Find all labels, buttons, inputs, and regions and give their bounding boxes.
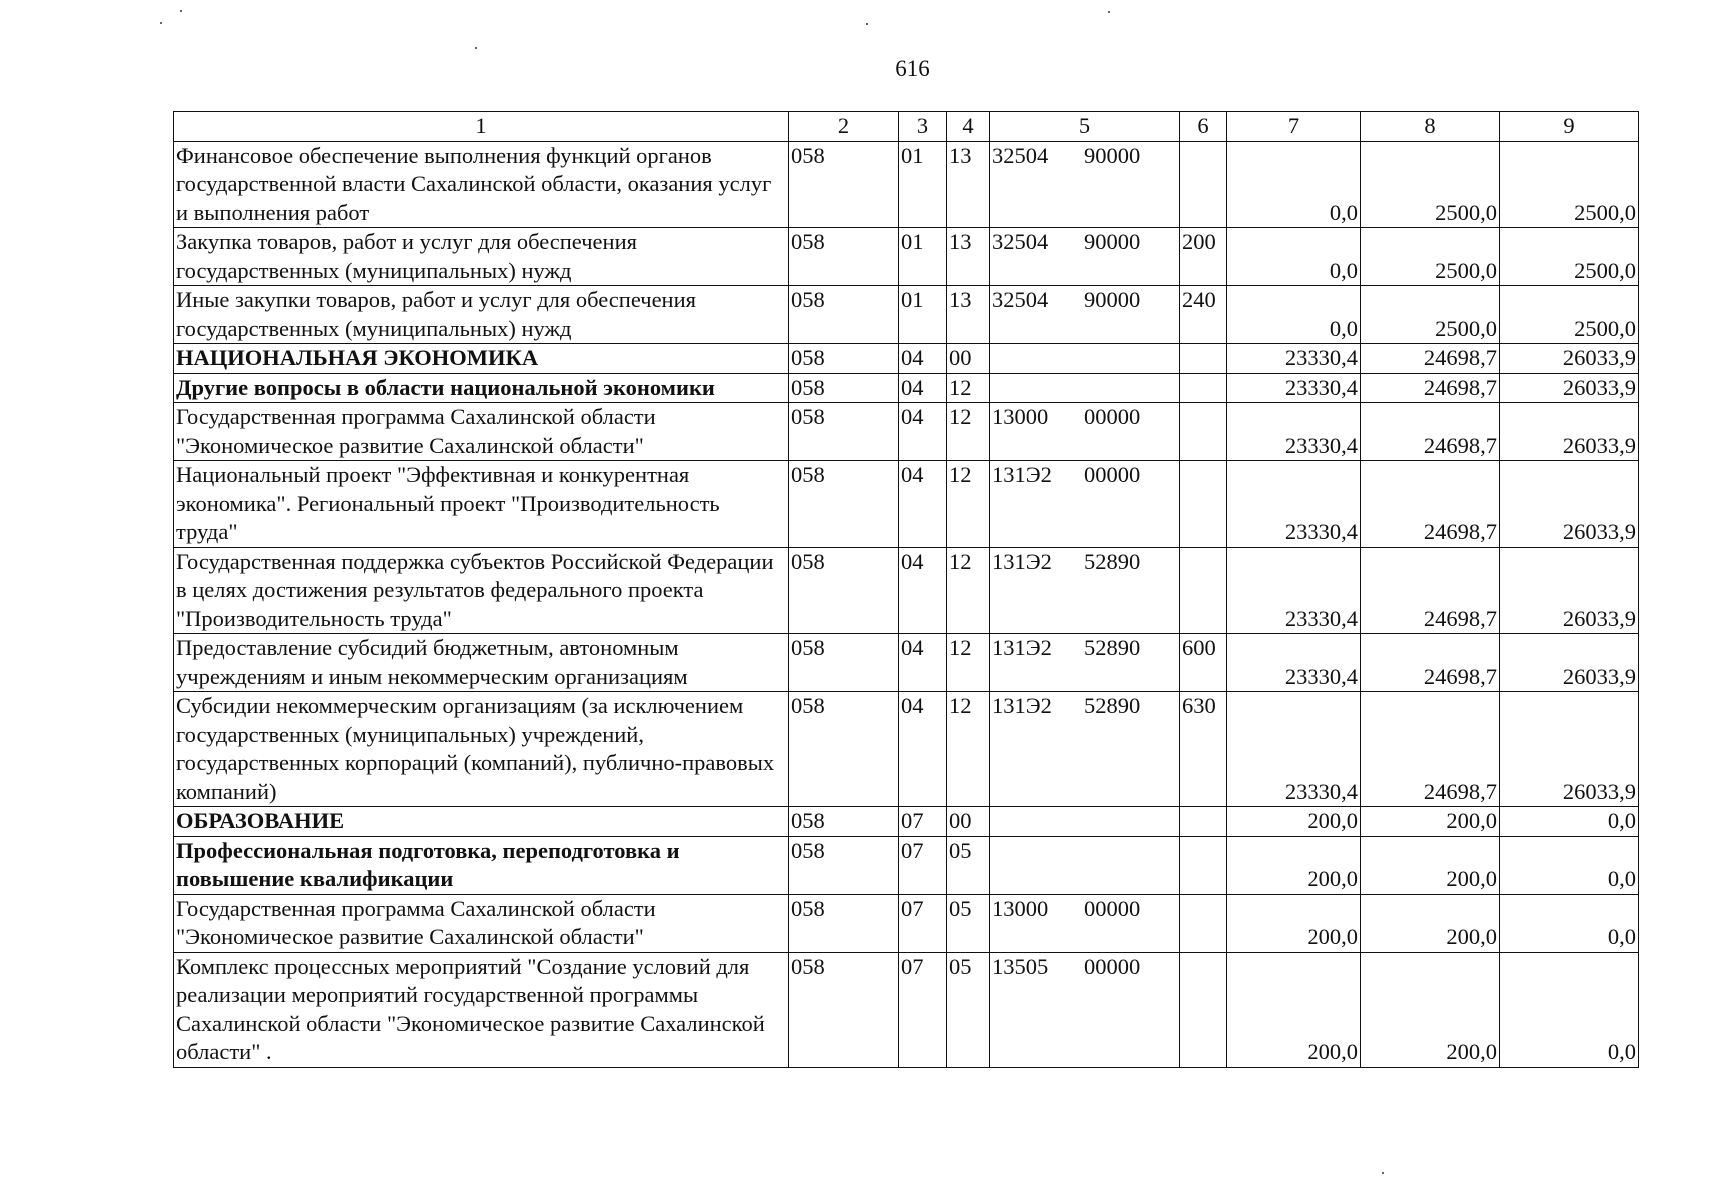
row-name: Государственная поддержка субъектов Российской Федерации в целях достижения результатов федерального проекта "Производительность труда" — [174, 547, 789, 634]
cell-amount-7: 200,0 — [1227, 952, 1361, 1067]
cell-amount-8: 24698,7 — [1361, 692, 1500, 807]
cell-amount-9: 2500,0 — [1500, 141, 1639, 228]
cell-pr: 12 — [947, 547, 990, 634]
cell-gr: 058 — [789, 894, 899, 952]
table-row — [174, 373, 1639, 403]
cell-cs — [990, 692, 1180, 807]
cell-vr — [1180, 807, 1227, 837]
cs-direction-code: 90000 — [1084, 287, 1141, 312]
cs-program-code: 32504 — [992, 142, 1049, 168]
cell-amount-8: 2500,0 — [1361, 286, 1500, 344]
cell-vr — [1180, 836, 1227, 894]
table-row — [174, 403, 1639, 461]
cell-rz: 07 — [899, 807, 947, 837]
header-cell: 7 — [1227, 112, 1361, 142]
scan-speck — [866, 23, 868, 25]
cell-pr: 05 — [947, 952, 990, 1067]
cell-amount-7: 23330,4 — [1227, 373, 1361, 403]
cell-rz: 07 — [899, 952, 947, 1067]
cell-gr: 058 — [789, 807, 899, 837]
scan-speck — [475, 47, 477, 49]
cell-amount-9: 26033,9 — [1500, 344, 1639, 374]
scan-speck — [1108, 11, 1110, 13]
cell-cs — [990, 836, 1180, 894]
row-name: Иные закупки товаров, работ и услуг для обеспечения государственных (муниципальных) нужд — [174, 286, 789, 344]
cell-gr: 058 — [789, 692, 899, 807]
cs-program-code: 131Э2 — [992, 693, 1052, 718]
table-row — [174, 836, 1639, 894]
row-name: Государственная программа Сахалинской области "Экономическое развитие Сахалинской области" — [174, 403, 789, 461]
cell-pr: 12 — [947, 373, 990, 403]
cell-pr: 05 — [947, 836, 990, 894]
cell-vr — [1180, 344, 1227, 374]
cs-direction-code: 52890 — [1084, 635, 1141, 660]
cell-pr: 12 — [947, 403, 990, 461]
row-name: Государственная программа Сахалинской области "Экономическое развитие Сахалинской области" — [174, 894, 789, 952]
cell-vr — [1180, 403, 1227, 461]
cell-amount-7: 200,0 — [1227, 836, 1361, 894]
cell-amount-7: 0,0 — [1227, 286, 1361, 344]
budget-table — [173, 111, 1639, 1068]
cell-cs — [990, 461, 1180, 548]
cell-vr: 600 — [1180, 634, 1227, 692]
cell-cs — [990, 228, 1180, 286]
table-row — [174, 692, 1639, 807]
table-row — [174, 344, 1639, 374]
header-cell: 9 — [1500, 112, 1639, 142]
cell-cs — [990, 547, 1180, 634]
cell-pr: 00 — [947, 807, 990, 837]
cell-pr: 12 — [947, 692, 990, 807]
table-row — [174, 228, 1639, 286]
table-row — [174, 894, 1639, 952]
cell-amount-8: 24698,7 — [1361, 547, 1500, 634]
cell-amount-9: 26033,9 — [1500, 547, 1639, 634]
header-cell: 8 — [1361, 112, 1500, 142]
cell-amount-9: 26033,9 — [1500, 634, 1639, 692]
table-row — [174, 286, 1639, 344]
header-cell: 5 — [990, 112, 1180, 142]
row-name: Профессиональная подготовка, переподготовка и повышение квалификации — [174, 836, 789, 894]
cs-program-code: 131Э2 — [992, 462, 1052, 487]
cell-amount-7: 23330,4 — [1227, 461, 1361, 548]
cell-rz: 04 — [899, 344, 947, 374]
cell-gr: 058 — [789, 373, 899, 403]
cell-amount-7: 200,0 — [1227, 807, 1361, 837]
cell-amount-9: 0,0 — [1500, 894, 1639, 952]
cell-rz: 04 — [899, 461, 947, 548]
table-row — [174, 952, 1639, 1067]
row-name: Предоставление субсидий бюджетным, автономным учреждениям и иным некоммерческим организациям — [174, 634, 789, 692]
cell-amount-7: 23330,4 — [1227, 692, 1361, 807]
cs-program-code: 13505 — [992, 953, 1049, 979]
table-row — [174, 807, 1639, 837]
table-row — [174, 547, 1639, 634]
cell-amount-7: 23330,4 — [1227, 403, 1361, 461]
cs-program-code: 13000 — [992, 895, 1049, 921]
cs-program-code: 131Э2 — [992, 548, 1052, 574]
cs-program-code: 131Э2 — [992, 635, 1052, 660]
cell-rz: 07 — [899, 836, 947, 894]
cell-amount-8: 24698,7 — [1361, 461, 1500, 548]
cs-program-code: 32504 — [992, 287, 1049, 312]
cell-amount-8: 2500,0 — [1361, 141, 1500, 228]
cell-vr — [1180, 952, 1227, 1067]
cell-cs — [990, 373, 1180, 403]
cell-vr — [1180, 547, 1227, 634]
cell-vr: 200 — [1180, 228, 1227, 286]
cell-amount-9: 26033,9 — [1500, 692, 1639, 807]
cell-vr: 240 — [1180, 286, 1227, 344]
header-row — [174, 112, 1639, 142]
cell-gr: 058 — [789, 344, 899, 374]
row-name: ОБРАЗОВАНИЕ — [174, 807, 789, 837]
page-number: 616 — [895, 56, 930, 81]
row-name: Закупка товаров, работ и услуг для обеспечения государственных (муниципальных) нужд — [174, 228, 789, 286]
cs-program-code: 32504 — [992, 229, 1049, 254]
cell-amount-8: 200,0 — [1361, 807, 1500, 837]
cell-gr: 058 — [789, 286, 899, 344]
cell-amount-9: 0,0 — [1500, 952, 1639, 1067]
cs-direction-code: 00000 — [1084, 953, 1141, 979]
cell-cs — [990, 807, 1180, 837]
row-name: Национальный проект "Эффективная и конкурентная экономика". Региональный проект "Производительность труда" — [174, 461, 789, 548]
cell-gr: 058 — [789, 547, 899, 634]
cs-direction-code: 00000 — [1084, 895, 1141, 921]
cell-amount-9: 2500,0 — [1500, 228, 1639, 286]
row-name: Комплекс процессных мероприятий "Создание условий для реализации мероприятий государственной программы Сахалинской области "Экономическое развитие Сахалинской области" . — [174, 952, 789, 1067]
cell-amount-8: 24698,7 — [1361, 403, 1500, 461]
row-name: Субсидии некоммерческим организациям (за исключением государственных (муниципальных) учреждений, государственных корпораций (компаний), публично-правовых компаний) — [174, 692, 789, 807]
cell-gr: 058 — [789, 228, 899, 286]
cell-cs — [990, 286, 1180, 344]
cs-direction-code: 52890 — [1084, 548, 1141, 574]
table-row — [174, 634, 1639, 692]
header-cell: 2 — [789, 112, 899, 142]
cell-rz: 04 — [899, 692, 947, 807]
cell-vr — [1180, 141, 1227, 228]
cell-cs — [990, 634, 1180, 692]
cell-amount-8: 200,0 — [1361, 952, 1500, 1067]
cell-amount-8: 200,0 — [1361, 836, 1500, 894]
cell-rz: 01 — [899, 141, 947, 228]
table-row — [174, 461, 1639, 548]
header-cell: 4 — [947, 112, 990, 142]
cell-gr: 058 — [789, 634, 899, 692]
scan-speck — [1382, 1172, 1384, 1174]
cell-pr: 13 — [947, 141, 990, 228]
cell-gr: 058 — [789, 461, 899, 548]
cs-direction-code: 52890 — [1084, 693, 1141, 718]
cs-direction-code: 00000 — [1084, 462, 1141, 487]
cell-amount-8: 24698,7 — [1361, 373, 1500, 403]
cs-direction-code: 00000 — [1084, 404, 1141, 429]
cell-rz: 01 — [899, 228, 947, 286]
cell-amount-7: 200,0 — [1227, 894, 1361, 952]
cell-amount-8: 24698,7 — [1361, 344, 1500, 374]
cell-pr: 13 — [947, 228, 990, 286]
cell-cs — [990, 403, 1180, 461]
cell-amount-7: 23330,4 — [1227, 547, 1361, 634]
cell-amount-9: 2500,0 — [1500, 286, 1639, 344]
cell-amount-9: 0,0 — [1500, 807, 1639, 837]
cell-vr — [1180, 461, 1227, 548]
cell-amount-9: 0,0 — [1500, 836, 1639, 894]
cell-vr: 630 — [1180, 692, 1227, 807]
cs-direction-code: 90000 — [1084, 229, 1141, 254]
cell-gr: 058 — [789, 836, 899, 894]
cell-cs — [990, 952, 1180, 1067]
cell-gr: 058 — [789, 141, 899, 228]
header-cell: 6 — [1180, 112, 1227, 142]
cell-vr — [1180, 894, 1227, 952]
cell-amount-9: 26033,9 — [1500, 403, 1639, 461]
cell-amount-7: 0,0 — [1227, 141, 1361, 228]
cell-vr — [1180, 373, 1227, 403]
cell-rz: 04 — [899, 403, 947, 461]
cell-amount-9: 26033,9 — [1500, 373, 1639, 403]
cell-pr: 00 — [947, 344, 990, 374]
table-row — [174, 141, 1639, 228]
cs-direction-code: 90000 — [1084, 142, 1141, 168]
cell-pr: 05 — [947, 894, 990, 952]
cs-program-code: 13000 — [992, 404, 1049, 429]
cell-pr: 13 — [947, 286, 990, 344]
header-cell: 3 — [899, 112, 947, 142]
cell-amount-8: 2500,0 — [1361, 228, 1500, 286]
cell-cs — [990, 344, 1180, 374]
cell-amount-7: 23330,4 — [1227, 344, 1361, 374]
cell-pr: 12 — [947, 461, 990, 548]
row-name: Финансовое обеспечение выполнения функций органов государственной власти Сахалинской области, оказания услуг и выполнения работ — [174, 141, 789, 228]
cell-rz: 01 — [899, 286, 947, 344]
cell-amount-7: 23330,4 — [1227, 634, 1361, 692]
cell-rz: 04 — [899, 634, 947, 692]
cell-gr: 058 — [789, 952, 899, 1067]
cell-rz: 04 — [899, 373, 947, 403]
scan-speck — [160, 22, 162, 24]
cell-rz: 07 — [899, 894, 947, 952]
cell-amount-8: 24698,7 — [1361, 634, 1500, 692]
row-name: НАЦИОНАЛЬНАЯ ЭКОНОМИКА — [174, 344, 789, 374]
cell-gr: 058 — [789, 403, 899, 461]
header-cell: 1 — [174, 112, 789, 142]
cell-amount-7: 0,0 — [1227, 228, 1361, 286]
cell-amount-9: 26033,9 — [1500, 461, 1639, 548]
cell-cs — [990, 141, 1180, 228]
cell-amount-8: 200,0 — [1361, 894, 1500, 952]
cell-pr: 12 — [947, 634, 990, 692]
scan-speck — [180, 10, 182, 12]
cell-rz: 04 — [899, 547, 947, 634]
cell-cs — [990, 894, 1180, 952]
row-name: Другие вопросы в области национальной экономики — [174, 373, 789, 403]
